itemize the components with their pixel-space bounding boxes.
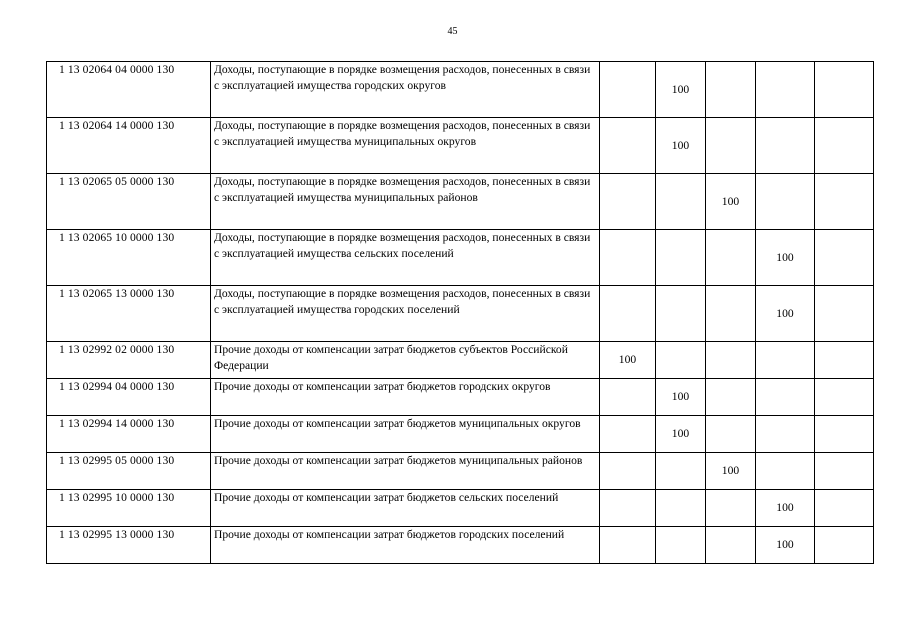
federal-share-cell <box>600 490 656 527</box>
municipal-district-share-cell <box>706 527 756 564</box>
settlement-share-cell: 100 <box>756 286 815 342</box>
table-row <box>47 342 874 379</box>
federal-share-cell <box>600 230 656 286</box>
extra-share-cell <box>815 174 874 230</box>
extra-share-cell <box>815 118 874 174</box>
revenue-code-cell: 1 13 02995 13 0000 130 <box>47 527 211 564</box>
extra-share-cell <box>815 453 874 490</box>
table-row <box>47 174 874 230</box>
revenue-code-cell: 1 13 02995 10 0000 130 <box>47 490 211 527</box>
revenue-code-cell: 1 13 02065 10 0000 130 <box>47 230 211 286</box>
municipal-district-share-cell <box>706 490 756 527</box>
municipal-district-share-cell <box>706 230 756 286</box>
city-district-share-cell <box>656 342 706 379</box>
settlement-share-cell <box>756 62 815 118</box>
extra-share-cell <box>815 286 874 342</box>
settlement-share-cell: 100 <box>756 490 815 527</box>
table-row <box>47 379 874 416</box>
settlement-share-cell <box>756 379 815 416</box>
municipal-district-share-cell <box>706 342 756 379</box>
table-row <box>47 527 874 564</box>
city-district-share-cell <box>656 230 706 286</box>
federal-share-cell <box>600 62 656 118</box>
city-district-share-cell <box>656 174 706 230</box>
municipal-district-share-cell <box>706 416 756 453</box>
federal-share-cell <box>600 286 656 342</box>
extra-share-cell <box>815 490 874 527</box>
city-district-share-cell: 100 <box>656 62 706 118</box>
extra-share-cell <box>815 62 874 118</box>
revenue-description-cell: Прочие доходы от компенсации затрат бюджетов муниципальных округов <box>211 416 600 453</box>
revenue-description-cell: Доходы, поступающие в порядке возмещения расходов, понесенных в связи с эксплуатацией имущества муниципальных округов <box>211 118 600 174</box>
federal-share-cell: 100 <box>600 342 656 379</box>
settlement-share-cell <box>756 416 815 453</box>
revenue-code-cell: 1 13 02064 14 0000 130 <box>47 118 211 174</box>
settlement-share-cell: 100 <box>756 527 815 564</box>
federal-share-cell <box>600 453 656 490</box>
table-row <box>47 62 874 118</box>
federal-share-cell <box>600 118 656 174</box>
revenue-code-cell: 1 13 02995 05 0000 130 <box>47 453 211 490</box>
city-district-share-cell <box>656 453 706 490</box>
revenue-distribution-table <box>46 61 874 564</box>
settlement-share-cell <box>756 453 815 490</box>
municipal-district-share-cell: 100 <box>706 453 756 490</box>
city-district-share-cell: 100 <box>656 118 706 174</box>
extra-share-cell <box>815 230 874 286</box>
revenue-description-cell: Прочие доходы от компенсации затрат бюджетов субъектов Российской Федерации <box>211 342 600 379</box>
settlement-share-cell <box>756 342 815 379</box>
revenue-description-cell: Прочие доходы от компенсации затрат бюджетов городских поселений <box>211 527 600 564</box>
city-district-share-cell <box>656 527 706 564</box>
table-body <box>47 62 874 564</box>
revenue-description-cell: Доходы, поступающие в порядке возмещения расходов, понесенных в связи с эксплуатацией имущества сельских поселений <box>211 230 600 286</box>
revenue-code-cell: 1 13 02065 05 0000 130 <box>47 174 211 230</box>
revenue-description-cell: Доходы, поступающие в порядке возмещения расходов, понесенных в связи с эксплуатацией имущества городских округов <box>211 62 600 118</box>
federal-share-cell <box>600 174 656 230</box>
settlement-share-cell <box>756 118 815 174</box>
revenue-code-cell: 1 13 02994 14 0000 130 <box>47 416 211 453</box>
revenue-description-cell: Прочие доходы от компенсации затрат бюджетов сельских поселений <box>211 490 600 527</box>
extra-share-cell <box>815 342 874 379</box>
revenue-code-cell: 1 13 02065 13 0000 130 <box>47 286 211 342</box>
revenue-code-cell: 1 13 02994 04 0000 130 <box>47 379 211 416</box>
extra-share-cell <box>815 379 874 416</box>
table-row <box>47 453 874 490</box>
table-row <box>47 416 874 453</box>
table-row <box>47 490 874 527</box>
federal-share-cell <box>600 379 656 416</box>
revenue-description-cell: Прочие доходы от компенсации затрат бюджетов муниципальных районов <box>211 453 600 490</box>
table-row <box>47 118 874 174</box>
municipal-district-share-cell <box>706 62 756 118</box>
revenue-code-cell: 1 13 02064 04 0000 130 <box>47 62 211 118</box>
municipal-district-share-cell <box>706 286 756 342</box>
revenue-code-cell: 1 13 02992 02 0000 130 <box>47 342 211 379</box>
extra-share-cell <box>815 527 874 564</box>
table-row <box>47 230 874 286</box>
city-district-share-cell <box>656 490 706 527</box>
settlement-share-cell: 100 <box>756 230 815 286</box>
municipal-district-share-cell <box>706 379 756 416</box>
page-number: 45 <box>447 26 458 37</box>
federal-share-cell <box>600 527 656 564</box>
municipal-district-share-cell <box>706 118 756 174</box>
city-district-share-cell: 100 <box>656 379 706 416</box>
city-district-share-cell: 100 <box>656 416 706 453</box>
municipal-district-share-cell: 100 <box>706 174 756 230</box>
city-district-share-cell <box>656 286 706 342</box>
revenue-description-cell: Прочие доходы от компенсации затрат бюджетов городских округов <box>211 379 600 416</box>
settlement-share-cell <box>756 174 815 230</box>
extra-share-cell <box>815 416 874 453</box>
revenue-description-cell: Доходы, поступающие в порядке возмещения расходов, понесенных в связи с эксплуатацией имущества муниципальных районов <box>211 174 600 230</box>
revenue-description-cell: Доходы, поступающие в порядке возмещения расходов, понесенных в связи с эксплуатацией имущества городских поселений <box>211 286 600 342</box>
federal-share-cell <box>600 416 656 453</box>
table-row <box>47 286 874 342</box>
